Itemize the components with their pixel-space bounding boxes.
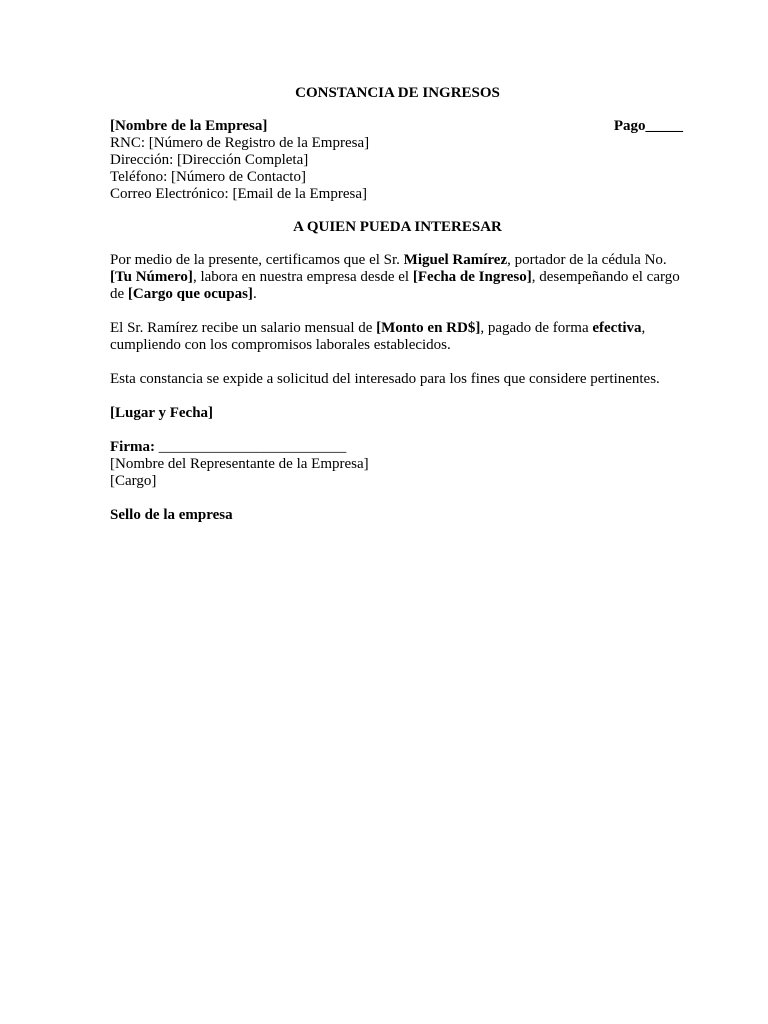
representative-name: [Nombre del Representante de la Empresa]	[110, 456, 369, 472]
company-email: Correo Electrónico: [Email de la Empresa]	[110, 186, 367, 202]
paragraph-text: , cumpliendo con los compromisos laborales establecidos.	[110, 320, 646, 353]
signature-block	[110, 439, 685, 490]
signature-blank: _________________________	[154, 439, 347, 455]
document-page	[110, 85, 685, 524]
paragraph-text: , portador de la cédula No.	[507, 252, 667, 268]
company-name: [Nombre de la Empresa]	[110, 118, 268, 134]
signature-label: Firma:	[110, 439, 155, 455]
paragraph-text: .	[252, 286, 257, 302]
paragraph-text: , labora en nuestra empresa desde el	[192, 269, 413, 285]
document-title: CONSTANCIA DE INGRESOS	[295, 85, 500, 101]
company-phone: Teléfono: [Número de Contacto]	[110, 169, 306, 185]
salutation: A QUIEN PUEDA INTERESAR	[293, 219, 502, 235]
company-address: Dirección: [Dirección Completa]	[110, 152, 309, 168]
start-date: [Fecha de Ingreso]	[412, 269, 532, 285]
payment-method: efectiva	[592, 320, 642, 336]
representative-position: [Cargo]	[110, 473, 157, 489]
paragraph-employment	[110, 252, 685, 303]
company-rnc: RNC: [Número de Registro de la Empresa]	[110, 135, 370, 151]
company-seal: Sello de la empresa	[110, 507, 233, 523]
paragraph-text: , desempeñando el cargo de	[110, 269, 680, 302]
paragraph-text: Por medio de la presente, certificamos que el Sr.	[110, 252, 404, 268]
salary-amount: [Monto en RD$]	[376, 320, 481, 336]
payment-field: Pago_____	[613, 118, 683, 134]
employee-name: Miguel Ramírez	[403, 252, 508, 268]
id-number: [Tu Número]	[110, 269, 193, 285]
paragraph-text: , pagado de forma	[480, 320, 593, 336]
seal-block	[110, 507, 685, 524]
paragraph-salary	[110, 320, 685, 354]
place-date-text: [Lugar y Fecha]	[110, 405, 214, 421]
paragraph-text: El Sr. Ramírez recibe un salario mensual de	[110, 320, 377, 336]
job-position: [Cargo que ocupas]	[127, 286, 253, 302]
place-date	[110, 405, 685, 422]
signature-line	[110, 439, 685, 456]
company-header	[110, 118, 685, 135]
paragraph-purpose: Esta constancia se expide a solicitud del interesado para los fines que considere pertinentes.	[110, 371, 660, 387]
